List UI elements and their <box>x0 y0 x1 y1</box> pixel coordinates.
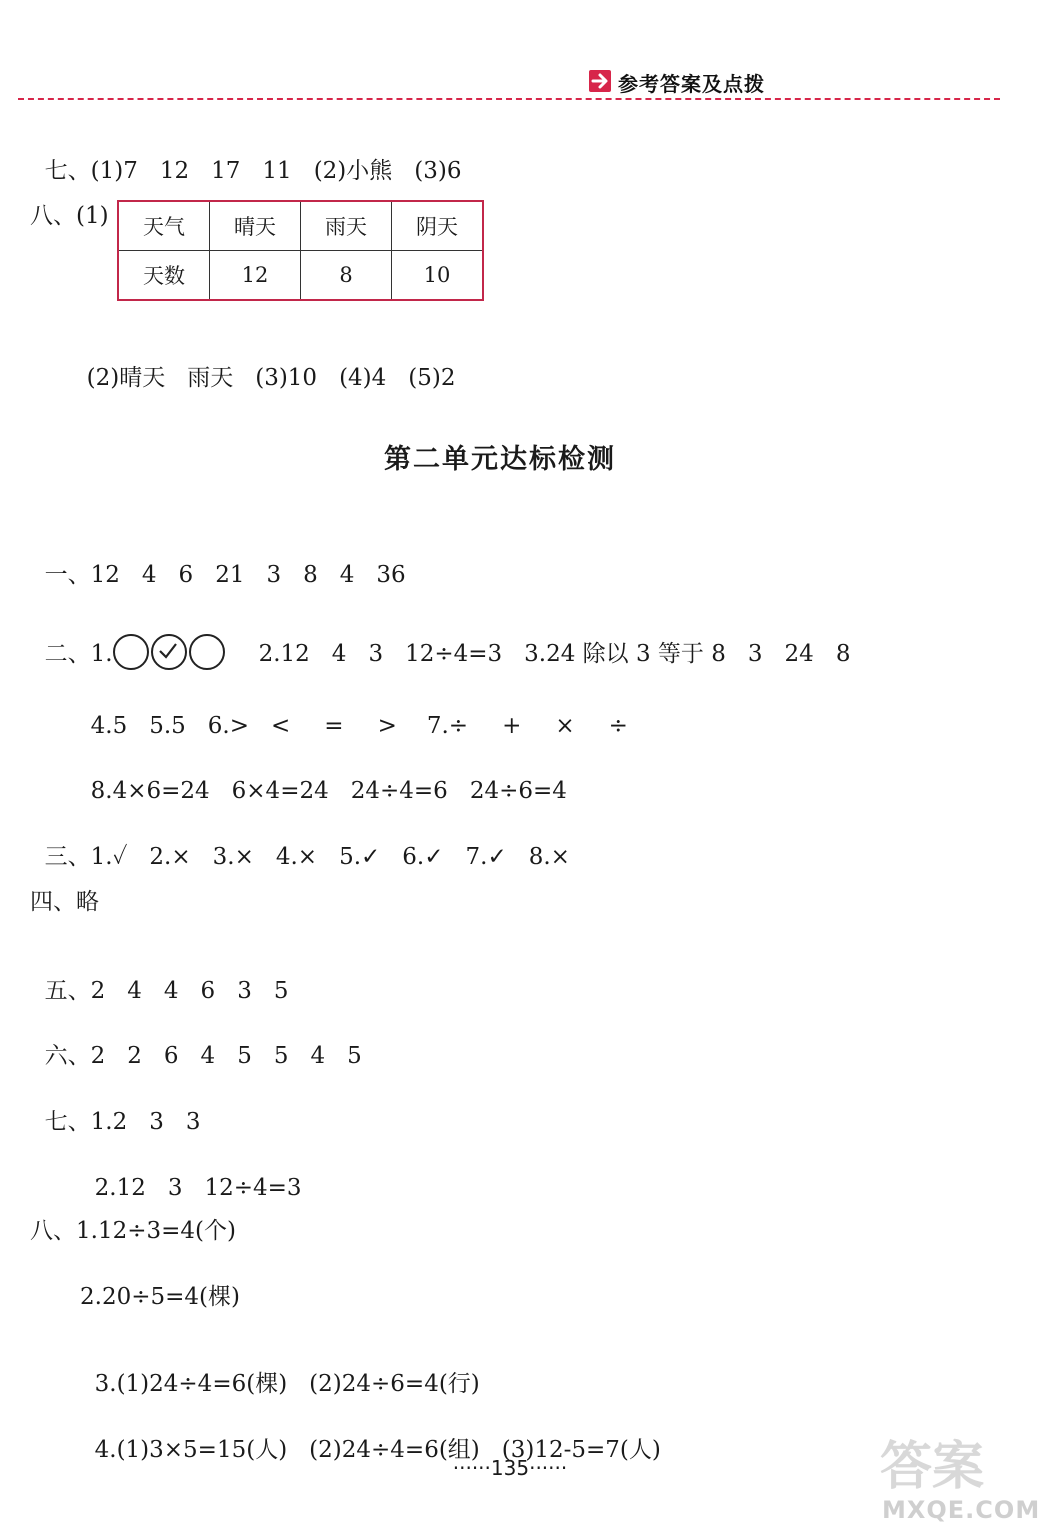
answer-line-b7a: 七、1.2 3 3 <box>44 1109 201 1135</box>
answer-line-b6: 六、2 2 6 4 5 5 4 5 <box>44 1043 362 1069</box>
table-cell: 晴天 <box>210 201 301 251</box>
answer-line-b2: 二、1. 2.12 4 3 12÷4=3 3.24 除以 3 等于 8 3 24 8 <box>30 614 850 673</box>
page-number: ······135······ <box>452 1456 568 1480</box>
empty-circle-icon <box>189 634 225 670</box>
table-cell: 天气 <box>118 201 210 251</box>
answer-line-b8b: 2.20÷5=4(棵) <box>80 1284 240 1310</box>
table-cell: 8 <box>301 251 392 301</box>
table-row <box>118 201 483 251</box>
header-divider <box>18 98 1000 100</box>
answer-line-b3: 三、1.✓ 2.× 3.× 4.× 5.✓ 6.✓ 7.✓ 8.× <box>44 844 570 870</box>
answer-line-b8d: 4.(1)3×5=15(人) (2)24÷4=6(组) (3)12-5=7(人) <box>94 1437 661 1463</box>
weather-table <box>117 200 484 301</box>
answer-line-b5: 五、2 4 4 6 3 5 <box>44 978 289 1004</box>
answer-label-a8: 八、(1) <box>30 203 109 229</box>
answer-line-b8c: 3.(1)24÷4=6(棵) (2)24÷6=4(行) <box>94 1371 480 1397</box>
dots-right: ······ <box>529 1456 568 1480</box>
checked-circle-icon <box>151 634 187 670</box>
header-title: 参考答案及点拨 <box>618 72 765 96</box>
answer-line-b7b: 2.12 3 12÷4=3 <box>94 1175 302 1201</box>
page-header <box>0 60 1052 110</box>
answer-line-b8a: 八、1.12÷3=4(个) <box>30 1218 236 1244</box>
answer-line-b2-3: 8.4×6=24 6×4=24 24÷4=6 24÷6=4 <box>90 778 567 804</box>
answer-line-a8-rest: (2)晴天 雨天 (3)10 (4)4 (5)2 <box>86 365 456 391</box>
table-cell: 天数 <box>118 251 210 301</box>
table-cell: 12 <box>210 251 301 301</box>
table-row <box>118 251 483 301</box>
answer-line-b1: 一、12 4 6 21 3 8 4 36 <box>44 562 406 588</box>
dots-left: ······ <box>452 1456 491 1480</box>
answer-line-a7: 七、(1)7 12 17 11 (2)小熊 (3)6 <box>44 158 462 184</box>
watermark-logo: 答案 MXQE.COM <box>880 1437 1041 1524</box>
empty-circle-icon <box>113 634 149 670</box>
table-cell: 10 <box>392 251 484 301</box>
answer-line-b2-2: 4.5 5.5 6.> < = > 7.÷ + × ÷ <box>90 713 628 739</box>
section-title: 第二单元达标检测 <box>384 444 616 475</box>
arrow-icon <box>589 70 611 92</box>
table-cell: 雨天 <box>301 201 392 251</box>
table-cell: 阴天 <box>392 201 484 251</box>
answer-line-b4: 四、略 <box>30 889 99 915</box>
